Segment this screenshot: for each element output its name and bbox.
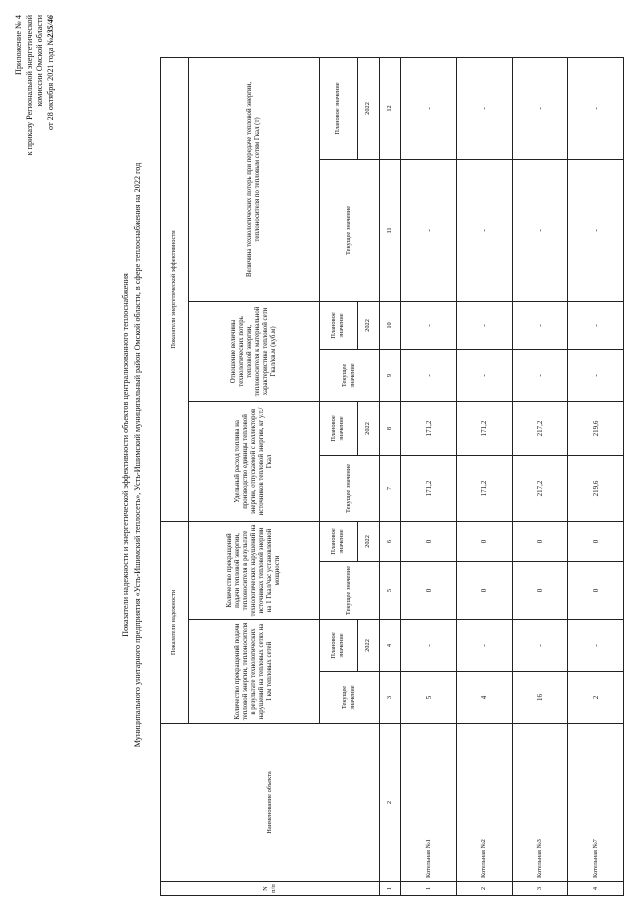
header-year: 2022 [357, 301, 379, 349]
col-number: 3 [379, 672, 401, 724]
header-current: Текущее значение [319, 672, 379, 724]
row-number: 4 [568, 882, 624, 896]
row-number: 1 [401, 882, 457, 896]
table-cell: - [512, 301, 568, 349]
table-cell: 217,2 [512, 455, 568, 521]
table-cell: - [512, 57, 568, 159]
header-indicator-2: Количество прекращений подачи тепловой энергии, теплоносителя в результате технологических нарушений на источниках тепловой энергии на 1 Гкал/час установленной мощности [188, 521, 319, 619]
table-cell: - [457, 620, 513, 672]
table-row [457, 57, 513, 895]
order-date-line [46, 15, 57, 215]
table-cell: - [401, 159, 457, 301]
col-number: 1 [379, 882, 401, 896]
table-cell: - [457, 301, 513, 349]
header-planned: Плановое значение [319, 401, 357, 455]
order-number: 235/46 [45, 15, 55, 38]
col-number: 5 [379, 562, 401, 620]
table-cell: 0 [512, 562, 568, 620]
document-title: Показатели надежности и энергетической эффективности объектов централизованного теплоснабжения [121, 273, 130, 637]
header-num: N п/п [161, 882, 380, 896]
table-cell: - [457, 159, 513, 301]
object-name: Котельная №1 [401, 724, 457, 882]
document-titles [120, 25, 144, 885]
table-cell: - [568, 620, 624, 672]
header-year: 2022 [357, 401, 379, 455]
table-cell: 0 [457, 562, 513, 620]
order-reference: к приказу Региональной энергетической [24, 15, 34, 156]
header-indicator-1: Количество прекращений подачи тепловой энергии, теплоносителя в результате технологических нарушений на тепловых сетях на 1 км тепловых сетей [188, 620, 319, 724]
header-indicator-5: Величина технологических потерь при передаче тепловой энергии, теплоносителя по тепловым сетям Гкал (т) [188, 57, 319, 301]
header-object-name: Наименование объекта [161, 724, 380, 882]
col-number: 7 [379, 455, 401, 521]
header-current: Текущее значение [319, 455, 379, 521]
table-cell: 171,2 [401, 401, 457, 455]
table-cell: 0 [457, 521, 513, 561]
table-cell: - [568, 349, 624, 401]
table-cell: 0 [401, 521, 457, 561]
table-cell: - [401, 620, 457, 672]
object-name: Котельная №2 [457, 724, 513, 882]
header-planned: Плановое значение [319, 57, 357, 159]
header-reliability: Показатели надежности [161, 521, 189, 723]
col-number: 10 [379, 301, 401, 349]
table-cell: - [401, 57, 457, 159]
table-cell: 5 [401, 672, 457, 724]
order-date: от 28 октября 2021 года № [45, 37, 55, 130]
table-cell: - [568, 301, 624, 349]
table-cell: - [457, 349, 513, 401]
header-planned: Плановое значение [319, 620, 357, 672]
indicators-table [160, 57, 624, 896]
row-number: 3 [512, 882, 568, 896]
table-cell: 0 [512, 521, 568, 561]
header-current: Текущее значение [319, 349, 379, 401]
table-cell: - [568, 57, 624, 159]
table-row [568, 57, 624, 895]
table-cell: 219,6 [568, 455, 624, 521]
table-cell: - [401, 301, 457, 349]
table-cell: - [568, 159, 624, 301]
table-row [401, 57, 457, 895]
document-subtitle: Муниципального унитарного предприятия «Усть-Ишимский теплосеть», Усть-Ишимский муниципальный район Омской области, в сфере теплоснабжения на 2022 год [133, 162, 142, 748]
table-cell: 217,2 [512, 401, 568, 455]
header-planned: Плановое значение [319, 521, 357, 561]
col-number: 2 [379, 724, 401, 882]
object-name: Котельная №3 [512, 724, 568, 882]
table-cell: 0 [401, 562, 457, 620]
header-efficiency: Показатели энергетической эффективности [161, 57, 189, 521]
table-cell: - [401, 349, 457, 401]
table-cell: 171,2 [457, 455, 513, 521]
header-indicator-4: Отношение величины технологических потерь тепловой энергии, теплоносителя к материальной характеристике тепловой сети Гкал/кв.м (куб.м) [188, 301, 319, 401]
header-year: 2022 [357, 620, 379, 672]
col-number: 8 [379, 401, 401, 455]
header-year: 2022 [357, 521, 379, 561]
col-number: 11 [379, 159, 401, 301]
header-indicator-3: Удельный расход топлива на производство единицы тепловой энергии, отпускаемой с коллекторов источников тепловой энергии, кг у.т./Гкал [188, 401, 319, 521]
table-cell: 219,6 [568, 401, 624, 455]
table-cell: 2 [568, 672, 624, 724]
table-cell: 171,2 [457, 401, 513, 455]
approval-block [14, 15, 56, 215]
table-cell: 4 [457, 672, 513, 724]
header-current: Текущее значение [319, 562, 379, 620]
header-current: Текущее значение [319, 159, 379, 301]
table-cell: 171,2 [401, 455, 457, 521]
table-cell: 0 [568, 521, 624, 561]
table-cell: 16 [512, 672, 568, 724]
col-number: 9 [379, 349, 401, 401]
table-cell: - [512, 349, 568, 401]
table-cell: - [512, 620, 568, 672]
header-planned: Плановое значение [319, 301, 357, 349]
col-number: 12 [379, 57, 401, 159]
col-number: 4 [379, 620, 401, 672]
header-year: 2022 [357, 57, 379, 159]
table-cell: 0 [568, 562, 624, 620]
table-row [512, 57, 568, 895]
table-cell: - [512, 159, 568, 301]
table-cell: - [457, 57, 513, 159]
object-name: Котельная №7 [568, 724, 624, 882]
row-number: 2 [457, 882, 513, 896]
appendix-number: Приложение № 4 [14, 15, 23, 75]
col-number: 6 [379, 521, 401, 561]
commission-name: комиссии Омской области [35, 15, 44, 107]
